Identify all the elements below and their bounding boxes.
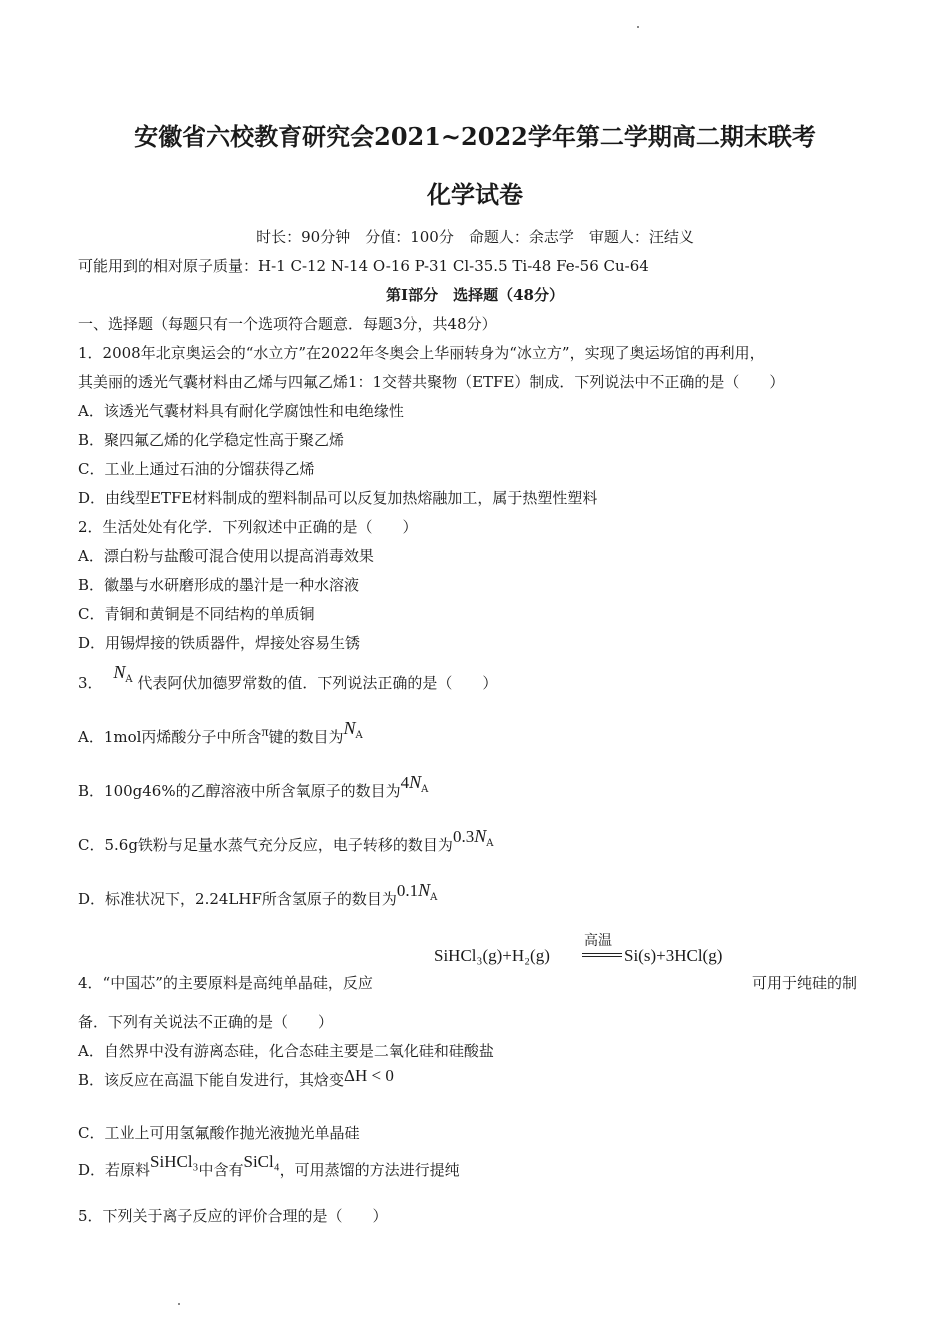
q1-option-a: A．该透光气囊材料具有耐化学腐蚀性和电绝缘性 [78, 402, 404, 420]
q1-stem-line2: 其美丽的透光气囊材料由乙烯与四氟乙烯1：1交替共聚物（ETFE）制成．下列说法中不正确的是（ ） [78, 373, 785, 391]
q2-option-d: D．用锡焊接的铁质器件，焊接处容易生锈 [78, 634, 361, 652]
q3-number: 3． [78, 674, 103, 692]
q1-option-d: D．由线型ETFE材料制成的塑料制品可以反复加热熔融加工，属于热塑性塑料 [78, 489, 598, 507]
q3-option-a: A．1mol丙烯酸分子中所含π键的数目为$N_A$ [78, 718, 363, 746]
q4-stem-start: 4．“中国芯”的主要原料是高纯单晶硅，反应 [78, 974, 373, 992]
avogadro-symbol: N [113, 662, 126, 682]
q4-option-c: C．工业上可用氢氟酸作抛光液抛光单晶硅 [78, 1124, 360, 1142]
q4-equation-left: SiHCl₃(g)+H₂(g) [434, 946, 550, 965]
q2-stem: 2．生活处处有化学．下列叙述中正确的是（ ） [78, 518, 418, 536]
q4-stem-end: 可用于纯硅的制 [752, 974, 858, 992]
part-title: 第I部分 选择题（48分） [386, 286, 564, 304]
enthalpy-expression: ΔH < 0 [344, 1066, 394, 1085]
q3-option-d: D．标准状况下，2.24LHF所含氢原子的数目为$0.1N_A$ [78, 880, 438, 908]
q4-stem-line2: 备．下列有关说法不正确的是（ ） [78, 1013, 334, 1031]
q2-option-b: B．徽墨与水研磨形成的墨汁是一种水溶液 [78, 576, 360, 594]
scan-dot [178, 1303, 180, 1305]
q2-option-c: C．青铜和黄铜是不同结构的单质铜 [78, 605, 315, 623]
q1-stem-line1: 1．2008年北京奥运会的“水立方”在2022年冬奥会上华丽转身为“冰立方”，实现了奥运场馆的再利用， [78, 344, 765, 362]
pi-symbol: π [261, 725, 269, 740]
equation-line [582, 953, 622, 954]
formula-sicl4: SiCl₄ [243, 1152, 280, 1171]
q3-stem: 3． $N_A$ 代表阿伏加德罗常数的值．下列说法正确的是（ ） [78, 662, 498, 692]
exam-title: 安徽省六校教育研究会2021~2022学年第二学期高二期末联考 [134, 122, 816, 151]
formula-sihcl3: SiHCl₃ [150, 1152, 199, 1171]
q4-option-b: B．该反应在高温下能自发进行，其焓变ΔH < 0 [78, 1066, 394, 1089]
q4-option-a: A．自然界中没有游离态硅，化合态硅主要是二氧化硅和硅酸盐 [78, 1042, 494, 1060]
exam-info: 时长：90分钟 分值：100分 命题人：余志学 审题人：汪结义 [256, 228, 694, 246]
atomic-masses: 可能用到的相对原子质量：H-1 C-12 N-14 O-16 P-31 Cl-35.5 Ti-48 Fe-56 Cu-64 [78, 257, 649, 275]
q4-option-d: D．若原料SiHCl₃中含有SiCl₄，可用蒸馏的方法进行提纯 [78, 1152, 460, 1179]
q4-equation-right: Si(s)+3HCl(g) [624, 946, 723, 965]
q5-stem: 5．下列关于离子反应的评价合理的是（ ） [78, 1207, 388, 1225]
q3-option-c: C．5.6g铁粉与足量水蒸气充分反应，电子转移的数目为$0.3N_A$ [78, 826, 494, 854]
q1-option-b: B．聚四氟乙烯的化学稳定性高于聚乙烯 [78, 431, 345, 449]
q3-stem-text: 代表阿伏加德罗常数的值．下列说法正确的是（ ） [137, 674, 498, 692]
q3-option-b: B．100g46%的乙醇溶液中所含氧原子的数目为$4N_A$ [78, 772, 429, 800]
q1-option-c: C．工业上通过石油的分馏获得乙烯 [78, 460, 315, 478]
equation-line [582, 956, 622, 957]
scan-dot [637, 26, 639, 28]
q4-equation-condition: 高温 [584, 932, 612, 948]
q2-option-a: A．漂白粉与盐酸可混合使用以提高消毒效果 [78, 547, 374, 565]
subject-title: 化学试卷 [427, 180, 523, 209]
section-intro: 一、选择题（每题只有一个选项符合题意．每题3分，共48分） [78, 315, 497, 333]
